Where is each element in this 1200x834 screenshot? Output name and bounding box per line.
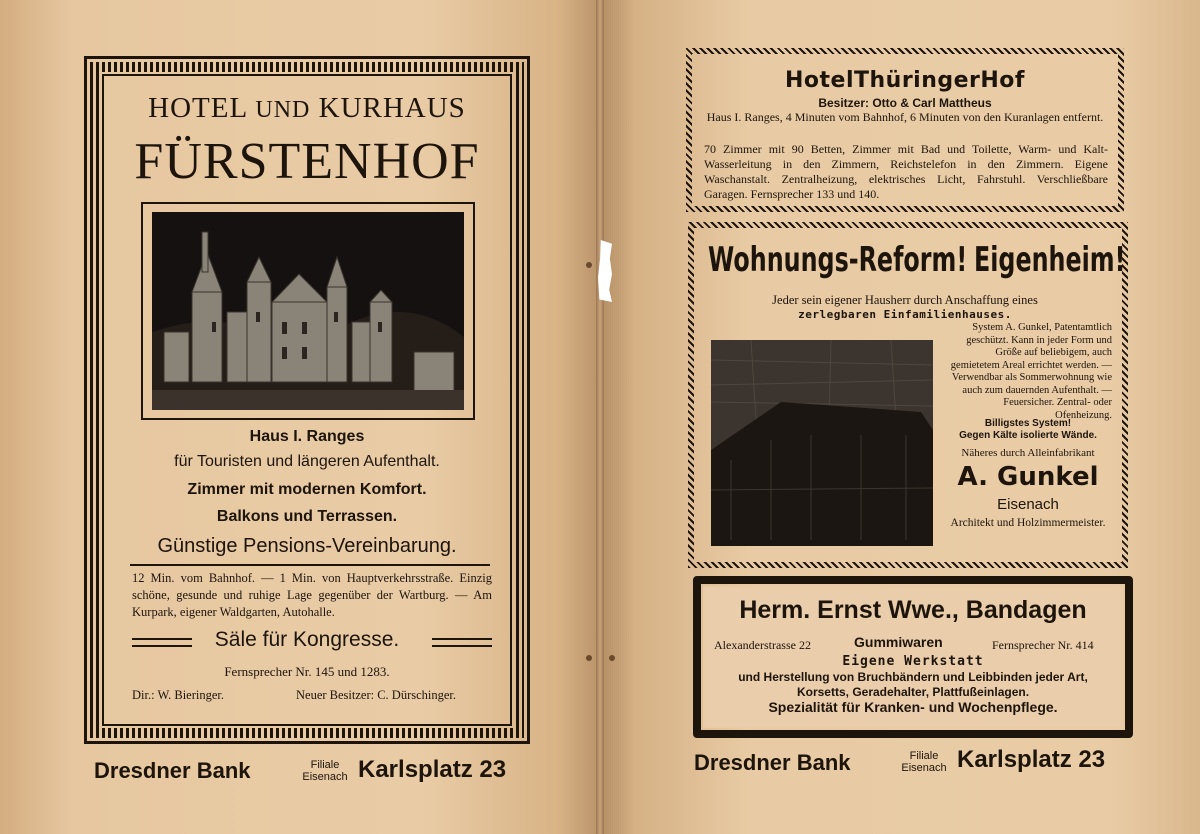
bandage-title: Herm. Ernst Wwe., Bandagen — [739, 596, 1087, 624]
hotel-thueringer-location: Haus I. Ranges, 4 Minuten vom Bahnhof, 6 Minuten von den Kuranlagen entfernt. — [706, 110, 1104, 124]
binding-hole — [586, 655, 592, 661]
hotel-phone: Fernsprecher Nr. 145 und 1283. — [224, 664, 390, 679]
reform-profession: Architekt und Holzimmermeister. — [950, 517, 1106, 529]
bank-branch-left: Filiale Eisenach — [302, 759, 348, 783]
eigenheim-headline: Eigenheim! — [974, 240, 1126, 280]
reform-system-text: System A. Gunkel, Patentamtlich geschützt. Kann in jeder Form und Größe auf beliebigem, auch gemietetem Areal errichtet werden. — Verwendbar als Sommerwohnung wie auch zum dauernden Aufenthalt. — Feuersicher. Zentral- oder Ofenheizung. — [950, 322, 1112, 421]
bank-branch-right: Filiale Eisenach — [901, 750, 947, 774]
divider — [130, 564, 490, 566]
hotel-balconies: Balkons und Terrassen. — [216, 508, 398, 525]
hotel-new-owner: Neuer Besitzer: C. Dürschinger. — [296, 688, 457, 702]
reform-insulated: Gegen Kälte isolierte Wände. — [959, 430, 1097, 441]
bank-name-right: Dresdner Bank — [694, 750, 851, 775]
bandage-address: Alexanderstrasse 22 — [714, 638, 811, 652]
reform-contact: Näheres durch Alleinfabrikant — [961, 447, 1095, 459]
reform-city: Eisenach — [997, 496, 1059, 513]
hotel-thueringer-owners: Besitzer: Otto & Carl Mattheus — [818, 96, 992, 110]
binding-hole — [586, 262, 592, 268]
hotel-castle-photo — [152, 212, 464, 410]
reform-headline: Wohnungs-Reform! — [708, 240, 968, 280]
hotel-rooms: Zimmer mit modernen Komfort. — [187, 481, 427, 498]
house-photo — [711, 340, 933, 546]
bandage-phone: Fernsprecher Nr. 414 — [992, 638, 1094, 652]
hotel-halls: Säle für Kongresse. — [214, 628, 400, 651]
bandage-workshop: Eigene Werkstatt — [842, 654, 984, 669]
bandage-manufacture: und Herstellung von Bruchbändern und Leibbinden jeder Art, Korsetts, Geradehalter, Plattfußeinlagen. — [738, 670, 1088, 699]
bank-address-right: Karlsplatz 23 — [957, 746, 1106, 773]
bank-address-left: Karlsplatz 23 — [358, 756, 507, 783]
hotel-pension: Günstige Pensions-Vereinbarung. — [157, 535, 457, 557]
binding-hole — [609, 655, 615, 661]
bandage-specialty: Spezialität für Kranken- und Wochenpflege. — [768, 699, 1058, 715]
bandage-goods: Gummiwaren — [854, 634, 943, 650]
reform-maker: A. Gunkel — [957, 462, 1099, 492]
reform-cheapest: Billigstes System! — [984, 418, 1072, 429]
decor-lines — [432, 638, 492, 647]
bank-name-left: Dresdner Bank — [94, 758, 251, 783]
hotel-name: FÜRSTENHOF — [134, 133, 480, 190]
reform-sub1: Jeder sein eigener Hausherr durch Anschaffung eines — [772, 293, 1038, 307]
reform-sub2: zerlegbaren Einfamilienhauses. — [798, 308, 1012, 321]
book-gutter — [596, 0, 604, 834]
hotel-director: Dir.: W. Bieringer. — [132, 688, 225, 702]
hotel-thueringer-title: HotelThüringerHof — [784, 68, 1025, 93]
hotel-rank: Haus I. Ranges — [249, 428, 365, 445]
hotel-title-line1: HOTEL UND KURHAUS — [148, 92, 466, 124]
hotel-description: 12 Min. vom Bahnhof. — 1 Min. von Hauptverkehrsstraße. Einzig schöne, gesunde und ruhige Lage gegenüber der Wartburg. — Am Kurpark, eigener Waldgarten, Autohalle. — [132, 571, 492, 619]
hotel-thueringer-rooms: 70 Zimmer mit 90 Betten, Zimmer mit Bad und Toilette, Warm- und Kalt-Wasserleitung in den Zimmern, Reichstelefon in den Zimmern. Eigene Waschanstalt. Zentralheizung, elektrisches Licht, Fahrstuhl. Verschließbare Garagen. Fernsprecher 133 und 140. — [704, 142, 1108, 201]
hotel-audience: für Touristen und längeren Aufenthalt. — [174, 453, 440, 470]
